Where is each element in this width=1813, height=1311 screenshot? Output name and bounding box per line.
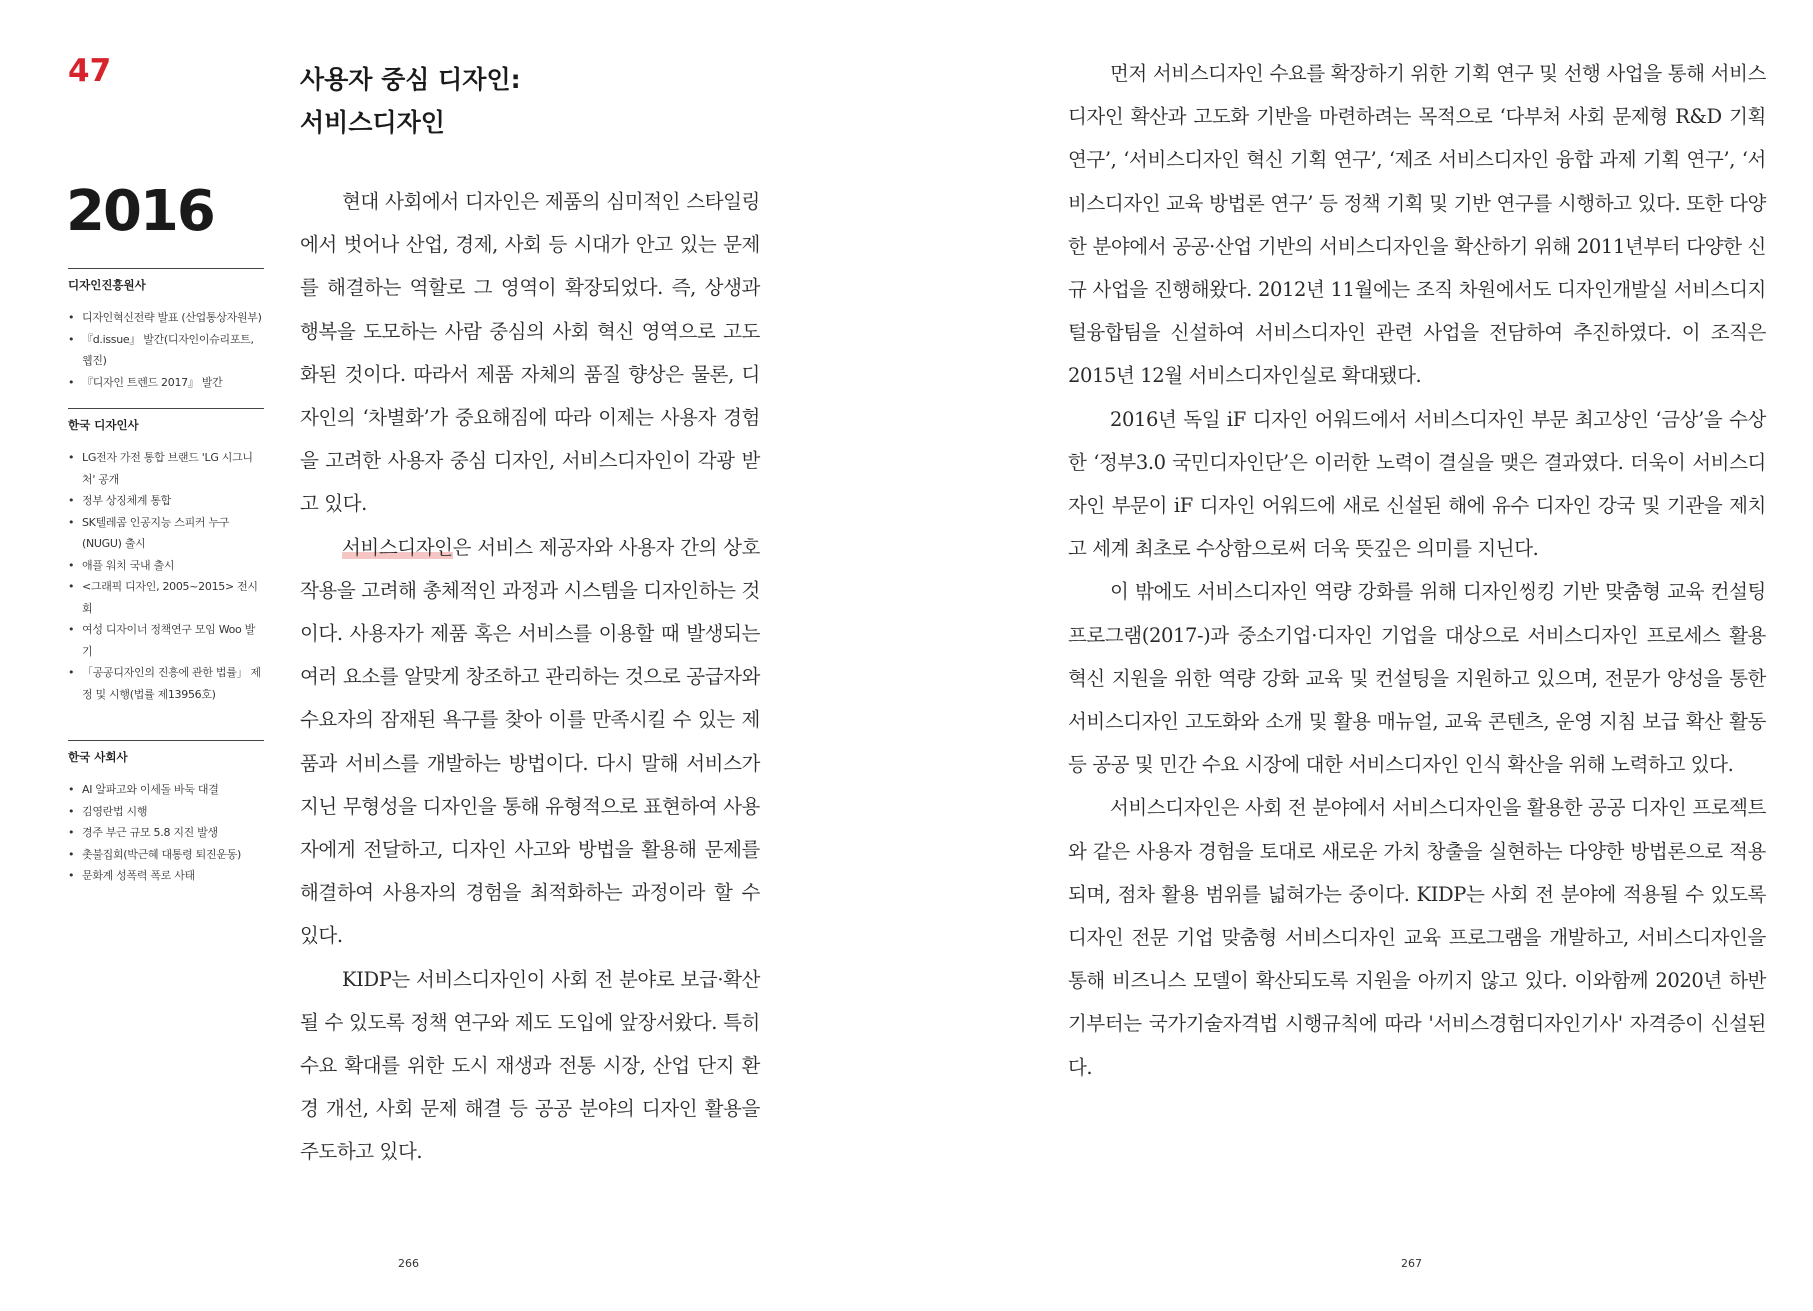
list-item: • SK텔레콤 인공지능 스피커 누구 (NUGU) 출시 [68, 512, 264, 555]
paragraph: 먼저 서비스디자인 수요를 확장하기 위한 기획 연구 및 선행 사업을 통해 서비스디자인 확산과 고도화 기반을 마련하려는 목적으로 ‘다부처 사회 문제형 R&D 기획 연구’, ‘서비스디자인 혁신 기획 연구’, ‘제조 서비스디자인 융합 과제 기획 연구’, ‘서비스디자인 교육 방법론 연구’ 등 정책 기획 및 기반 연구를 시행하고 있다. 또한 다양한 분야에서 공공·산업 기반의 서비스디자인을 확산하기 위해 2011년부터 다양한 신규 사업을 진행해왔다. 2012년 11월에는 조직 차원에서도 디자인개발실 서비스디지털융합팀을 신설하여 서비스디자인 관련 사업을 전담하여 추진하였다. 이 조직은 2015년 12월 서비스디자인실로 확대됐다. [1068, 62, 1766, 388]
page-title-line-1: 사용자 중심 디자인: [300, 65, 521, 94]
list-item: • 정부 상징체계 통합 [68, 490, 264, 512]
list-item: • 촛불집회(박근혜 대통령 퇴진운동) [68, 844, 264, 866]
list-item: • AI 알파고와 이세돌 바둑 대결 [68, 779, 264, 801]
chapter-number: 47 [68, 53, 112, 89]
right-page-body [1068, 52, 1766, 1089]
list-item: • 여성 디자이너 정책연구 모임 Woo 발기 [68, 619, 264, 662]
paragraph: KIDP는 서비스디자인이 사회 전 분야로 보급·확산될 수 있도록 정책 연구와 제도 도입에 앞장서왔다. 특히 수요 확대를 위한 도시 재생과 전통 시장, 산업 단지 환경 개선, 사회 문제 해결 등 공공 분야의 디자인 활용을 주도하고 있다. [300, 967, 760, 1164]
sidebar-list [68, 779, 264, 887]
sidebar-heading: 한국 디자인사 [68, 418, 139, 432]
list-item: • 경주 부근 규모 5.8 지진 발생 [68, 822, 264, 844]
page-title-line-2: 서비스디자인 [300, 108, 445, 137]
list-item: • 『d.issue』 발간(디자인이슈리포트, 웹진) [68, 329, 264, 372]
year-heading: 2016 [66, 179, 214, 244]
sidebar-group-korean-design [68, 408, 264, 705]
list-item: • 애플 워치 국내 출시 [68, 555, 264, 577]
page-number-left: 266 [398, 1257, 419, 1270]
paragraph: 서비스디자인은 사회 전 분야에서 서비스디자인을 활용한 공공 디자인 프로젝트와 같은 사용자 경험을 토대로 새로운 가치 창출을 실현하는 다양한 방법론으로 적용되며, 점차 활용 범위를 넓혀가는 중이다. KIDP는 사회 전 분야에 적용될 수 있도록 디자인 전문 기업 맞춤형 서비스디자인 교육 프로그램을 개발하고, 서비스디자인을 통해 비즈니스 모델이 확산되도록 지원을 아끼지 않고 있다. 이와함께 2020년 하반기부터는 국가기술자격법 시행규칙에 따라 '서비스경험디자인기사' 자격증이 신설된다. [1068, 796, 1766, 1079]
list-item: • 김영란법 시행 [68, 801, 264, 823]
list-item: • 디자인혁신전략 발표 (산업통상자원부) [68, 307, 264, 329]
paragraph: 2016년 독일 iF 디자인 어워드에서 서비스디자인 부문 최고상인 ‘금상’을 수상한 ‘정부3.0 국민디자인단’은 이러한 노력이 결실을 맺은 결과였다. 더욱이 서비스디자인 부문이 iF 디자인 어워드에 새로 신설된 해에 유수 디자인 강국 및 기관을 제치고 세계 최초로 수상함으로써 더욱 뜻깊은 의미를 지닌다. [1068, 407, 1766, 561]
page-title [300, 58, 521, 144]
sidebar-list [68, 307, 264, 393]
list-item: • LG전자 가전 통합 브랜드 'LG 시그니처' 공개 [68, 447, 264, 490]
divider [68, 408, 264, 409]
sidebar-heading: 한국 사회사 [68, 750, 128, 764]
divider [68, 268, 264, 269]
divider [68, 740, 264, 741]
sidebar-group-kidp [68, 268, 264, 393]
sidebar-list [68, 447, 264, 705]
left-page-body [300, 180, 760, 1174]
highlighted-term: 서비스디자인 [342, 535, 453, 559]
paragraph: 이 밖에도 서비스디자인 역량 강화를 위해 디자인씽킹 기반 맞춤형 교육 컨설팅 프로그램(2017-)과 중소기업·디자인 기업을 대상으로 서비스디자인 프로세스 활용 혁신 지원을 위한 역량 강화 교육 및 컨설팅을 지원하고 있으며, 전문가 양성을 통한 서비스디자인 고도화와 소개 및 활용 매뉴얼, 교육 콘텐츠, 운영 지침 보급 확산 활동 등 공공 및 민간 수요 시장에 대한 서비스디자인 인식 확산을 위해 노력하고 있다. [1068, 580, 1766, 777]
list-item: • <그래픽 디자인, 2005~2015> 전시회 [68, 576, 264, 619]
list-item: • 「공공디자인의 진흥에 관한 법률」 제정 및 시행(법률 제13956호) [68, 662, 264, 705]
sidebar-heading: 디자인진흥원사 [68, 278, 146, 292]
paragraph [300, 526, 760, 958]
page-number-right: 267 [1401, 1257, 1422, 1270]
paragraph-text: 은 서비스 제공자와 사용자 간의 상호작용을 고려해 총체적인 과정과 시스템을 디자인하는 것이다. 사용자가 제품 혹은 서비스를 이용할 때 발생되는 여러 요소를 알맞게 창조하고 관리하는 것으로 공급자와 수요자의 잠재된 욕구를 찾아 이를 만족시킬 수 있는 제품과 서비스를 개발하는 방법이다. 다시 말해 서비스가 지닌 무형성을 디자인을 통해 유형적으로 표현하여 사용자에게 전달하고, 디자인 사고와 방법을 활용해 문제를 해결하여 사용자의 경험을 최적화하는 과정이라 할 수 있다. [300, 535, 760, 948]
paragraph: 현대 사회에서 디자인은 제품의 심미적인 스타일링에서 벗어나 산업, 경제, 사회 등 시대가 안고 있는 문제를 해결하는 역할로 그 영역이 확장되었다. 즉, 상생과 행복을 도모하는 사람 중심의 사회 혁신 영역으로 고도화된 것이다. 따라서 제품 자체의 품질 향상은 물론, 디자인의 ‘차별화’가 중요해짐에 따라 이제는 사용자 경험을 고려한 사용자 중심 디자인, 서비스디자인이 각광 받고 있다. [300, 190, 760, 516]
sidebar-group-korean-society [68, 740, 264, 887]
list-item: • 문화계 성폭력 폭로 사태 [68, 865, 264, 887]
list-item: • 『디자인 트렌드 2017』 발간 [68, 372, 264, 394]
